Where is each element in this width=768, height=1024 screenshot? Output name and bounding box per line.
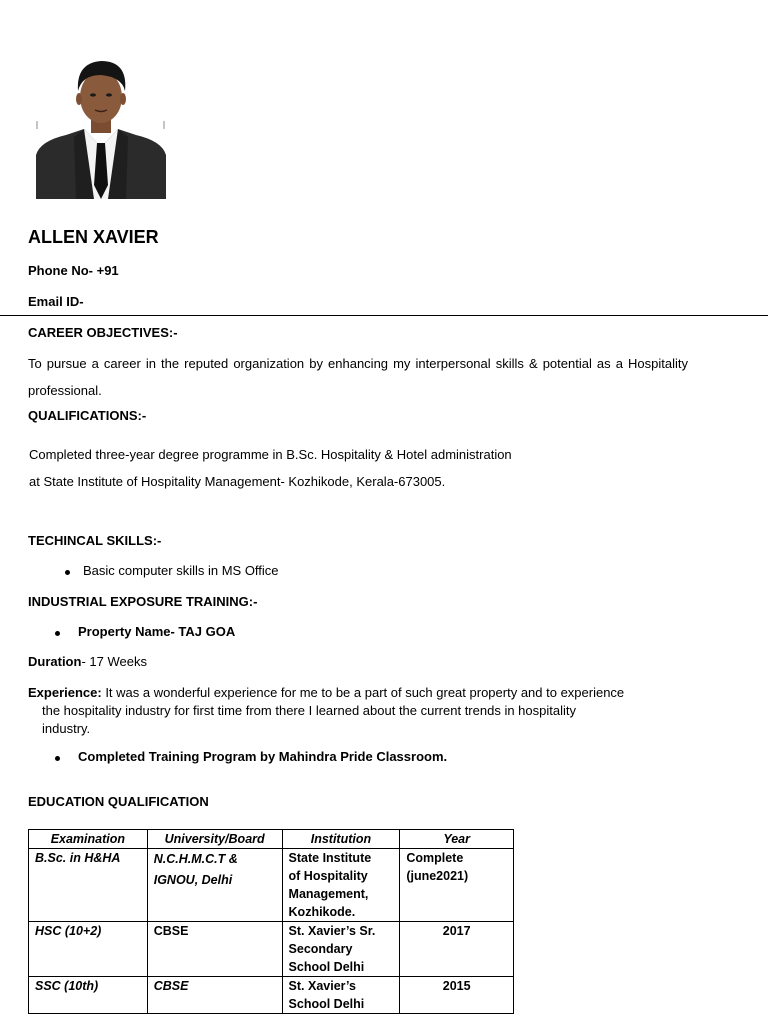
training-duration <box>28 654 147 669</box>
exam-cell: SSC (10th) <box>29 977 148 1014</box>
header-divider <box>0 315 768 316</box>
exam-cell: HSC (10+2) <box>29 922 148 977</box>
institution-line: St. Xavier’s Sr. <box>288 924 376 938</box>
qualification-line-1: Completed three-year degree programme in B.Sc. Hospitality & Hotel administration <box>29 447 512 462</box>
year-line: Complete <box>406 851 464 865</box>
bullet-dot-icon <box>55 756 60 761</box>
technical-skills-heading: TECHINCAL SKILLS:- <box>28 533 162 548</box>
bullet-dot-icon <box>55 631 60 636</box>
applicant-name: ALLEN XAVIER <box>28 227 159 247</box>
institution-line: School Delhi <box>288 997 365 1011</box>
institution-line: School Delhi <box>288 960 365 974</box>
board-cell <box>147 849 282 922</box>
institution-line: Secondary <box>288 942 353 956</box>
bullet-dot-icon <box>65 570 70 575</box>
experience-paragraph <box>28 684 688 738</box>
profile-photo <box>36 55 166 199</box>
phone-number: Phone No- +91 <box>28 263 119 278</box>
institution-cell <box>282 977 400 1014</box>
experience-line-2: the hospitality industry for first time from there I learned about the current trends in hospitality <box>42 703 576 718</box>
training-heading: INDUSTRIAL EXPOSURE TRAINING:- <box>28 594 258 609</box>
skill-item: Basic computer skills in MS Office <box>83 563 279 578</box>
column-header: University/Board <box>147 830 282 849</box>
duration-label: Duration <box>28 654 82 669</box>
institution-line: State Institute <box>288 851 372 865</box>
education-table <box>28 829 514 1014</box>
career-objectives-text: To pursue a career in the reputed organization by enhancing my interpersonal skills & potential as a Hospitality professional. <box>28 356 688 398</box>
email-id: Email ID- <box>28 294 84 309</box>
column-header: Year <box>400 830 514 849</box>
completed-training: Completed Training Program by Mahindra Pride Classroom. <box>78 749 448 764</box>
career-objectives-heading: CAREER OBJECTIVES:- <box>28 325 178 340</box>
institution-line: Kozhikode. <box>288 905 356 919</box>
institution-cell <box>282 849 400 922</box>
institution-line: of Hospitality <box>288 869 368 883</box>
column-header: Institution <box>282 830 400 849</box>
exam-cell: B.Sc. in H&HA <box>29 849 148 922</box>
institution-cell <box>282 922 400 977</box>
qualification-line-2: at State Institute of Hospitality Management- Kozhikode, Kerala-673005. <box>29 474 446 489</box>
table-row <box>29 849 514 922</box>
experience-line-1: It was a wonderful experience for me to be a part of such great property and to experience <box>101 685 625 700</box>
table-row <box>29 977 514 1014</box>
duration-value: - 17 Weeks <box>81 654 147 669</box>
qualifications-heading: QUALIFICATIONS:- <box>28 408 147 423</box>
board-line: IGNOU, Delhi <box>153 873 233 887</box>
table-row <box>29 922 514 977</box>
experience-label: Experience: <box>28 685 102 700</box>
experience-line-3: industry. <box>42 721 91 736</box>
board-cell: CBSE <box>147 977 282 1014</box>
board-line: N.C.H.M.C.T & <box>153 852 238 866</box>
column-header: Examination <box>29 830 148 849</box>
year-cell <box>400 849 514 922</box>
board-cell: CBSE <box>147 922 282 977</box>
institution-line: Management, <box>288 887 369 901</box>
table-header-row <box>29 830 514 849</box>
education-heading: EDUCATION QUALIFICATION <box>28 794 209 809</box>
year-cell: 2015 <box>400 977 514 1014</box>
property-name: Property Name- TAJ GOA <box>78 624 236 639</box>
year-line: (june2021) <box>406 869 469 883</box>
institution-line: St. Xavier’s <box>288 979 356 993</box>
year-cell: 2017 <box>400 922 514 977</box>
